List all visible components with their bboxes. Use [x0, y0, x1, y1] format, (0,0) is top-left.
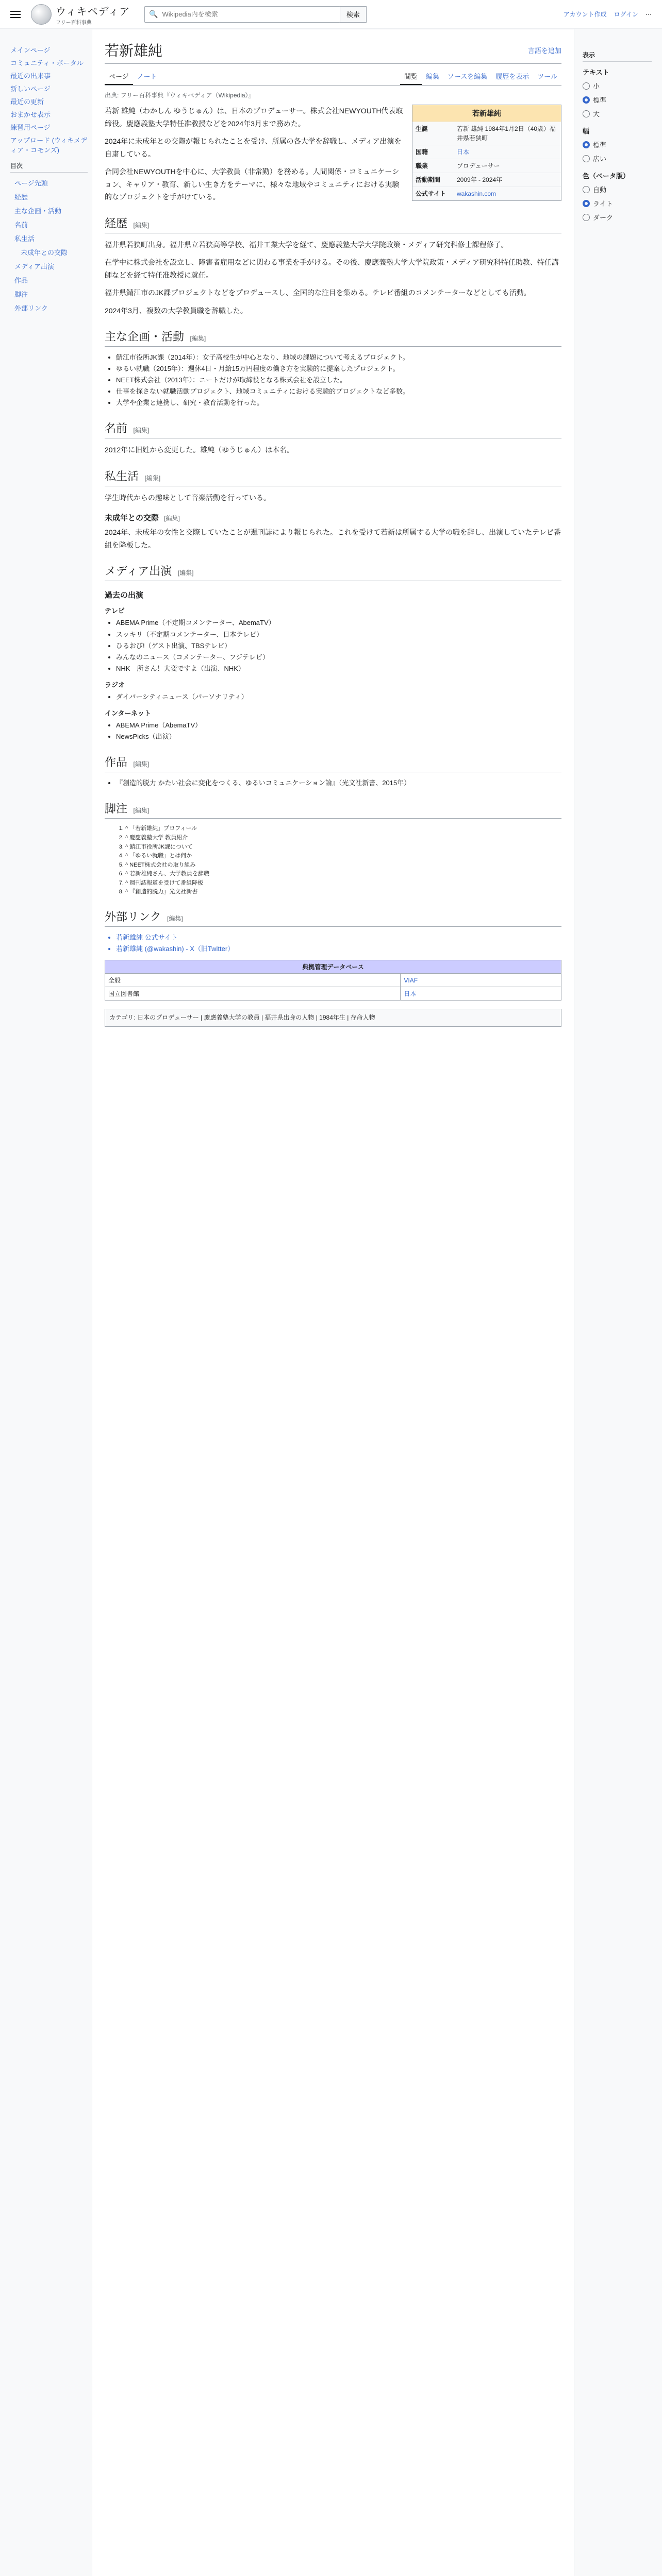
nav-current-events[interactable]: 最近の出来事: [10, 72, 51, 80]
section-heading-external: [105, 908, 561, 927]
edit-section-link[interactable]: [編集]: [177, 569, 194, 577]
works-list: [105, 777, 561, 789]
heading-text: 外部リンク: [105, 910, 161, 924]
logo-title: ウィキペディア: [56, 6, 130, 18]
reference-item[interactable]: 7. ^ 週刊誌報道を受けて番組降板: [125, 879, 561, 888]
text-size-label: テキスト: [583, 69, 609, 76]
heading-text: 名前: [105, 422, 128, 435]
media-group-label: ラジオ: [105, 681, 125, 689]
tab-talk[interactable]: ノート: [137, 73, 157, 80]
option-label: 小: [593, 82, 600, 90]
toc-item-notes[interactable]: 脚注: [14, 291, 28, 298]
radio-icon: [583, 110, 590, 117]
authority-control-table: [105, 960, 561, 1001]
tab-edit[interactable]: 編集: [425, 73, 439, 80]
article-content: [92, 29, 574, 2576]
external-link[interactable]: • 若新雄純 公式サイト: [116, 932, 561, 943]
edit-section-link[interactable]: [編集]: [144, 474, 161, 482]
search-button[interactable]: 検索: [340, 6, 367, 23]
text-size-option[interactable]: [583, 93, 652, 107]
section-heading-name: [105, 420, 561, 438]
toc-item-relationship[interactable]: 未成年との交際: [21, 249, 68, 257]
nav-random[interactable]: おまかせ表示: [10, 111, 51, 118]
nav-new-pages[interactable]: 新しいページ: [10, 85, 51, 93]
infobox-row: [412, 187, 561, 200]
infobox-label: 国籍: [416, 148, 428, 156]
option-label: 標準: [593, 141, 607, 149]
paragraph: 2024年3月、複数の大学教員職を辞職した。: [105, 306, 247, 315]
list-item: • ABEMA Prime（AbemaTV）: [116, 720, 561, 731]
media-list-radio: [105, 691, 561, 703]
section-heading-works: [105, 754, 561, 772]
paragraph: 福井県若狭町出身。福井県立若狭高等学校、福井工業大学を経て、慶應義塾大学大学院政策・メディア研究科修士課程修了。: [105, 240, 508, 249]
create-account-link[interactable]: アカウント作成: [563, 11, 607, 18]
list-item: • 仕事を探さない就職活動プロジェクト、地域コミュニティにおける実験的プロジェクトなど多数。: [116, 386, 561, 397]
lead-paragraph: 2024年に未成年との交際が報じられたことを受け、所属の各大学を辞職し、メディア出演を自粛している。: [105, 137, 402, 158]
references-list: [105, 824, 561, 897]
table-row: [105, 974, 561, 987]
heading-text: メディア出演: [105, 565, 172, 578]
table-cell[interactable]: 日本: [401, 987, 561, 1001]
projects-list: [105, 352, 561, 409]
color-option[interactable]: [583, 196, 652, 210]
color-label: 色（ベータ版）: [583, 172, 630, 180]
site-header: [0, 0, 662, 29]
toc-item-media[interactable]: メディア出演: [14, 263, 54, 270]
reference-item[interactable]: 8. ^ 『創造的脱力』光文社新書: [125, 888, 561, 897]
section-heading-projects: [105, 328, 561, 347]
media-list-tv: [105, 617, 561, 674]
heading-text: 私生活: [105, 469, 139, 483]
nav-community-portal[interactable]: コミュニティ・ポータル: [10, 59, 84, 67]
radio-selected-icon: [583, 96, 590, 104]
toc-item-external[interactable]: 外部リンク: [14, 304, 48, 312]
toc-item-top[interactable]: ページ先頭: [14, 179, 48, 187]
infobox-value[interactable]: 日本: [457, 148, 470, 156]
list-item: • ゆるい就職（2015年）：週休4日・月給15万円程度の働き方を実験的に提案したプロジェクト。: [116, 363, 561, 375]
paragraph: 福井県鯖江市のJK課プロジェクトなどをプロデュースし、全国的な注目を集める。テレビ番組のコメンテーターなどとしても活動。: [105, 289, 531, 297]
heading-text: 作品: [105, 756, 128, 769]
lead-paragraph: 若新 雄純（わかしん ゆうじゅん）は、日本のプロデューサー。株式会社NEWYOUTH代表取締役。慶應義塾大学特任准教授などを2024年3月まで務めた。: [105, 107, 403, 128]
infobox-label: 生誕: [416, 125, 428, 132]
infobox-row: [412, 173, 561, 187]
option-label: 標準: [593, 96, 607, 104]
login-link[interactable]: ログイン: [614, 11, 638, 18]
radio-icon: [583, 186, 590, 193]
paragraph: 2024年、未成年の女性と交際していたことが週刊誌により報じられた。これを受けて若新は所属する大学の職を辞し、出演していたテレビ番組を降板した。: [105, 528, 561, 549]
width-option[interactable]: [583, 151, 652, 165]
edit-section-link[interactable]: [編集]: [133, 807, 150, 815]
infobox: [412, 105, 561, 201]
heading-text: 経歴: [105, 216, 128, 230]
list-item: • NHK 所さん！大変ですよ（出演、NHK）: [116, 663, 561, 674]
section-heading-media: [105, 563, 561, 581]
subsection-heading-past: 過去の出演: [105, 591, 144, 600]
paragraph: 2012年に旧姓から変更した。雄純（ゆうじゅん）は本名。: [105, 446, 294, 454]
infobox-title: 若新雄純: [412, 105, 561, 122]
color-option[interactable]: [583, 210, 652, 224]
left-sidebar: [10, 29, 88, 2576]
media-group-label: テレビ: [105, 607, 125, 615]
reference-item[interactable]: 6. ^ 若新雄純さん、大学教員を辞職: [125, 870, 561, 879]
section-heading-private: [105, 468, 561, 486]
toc-title: 目次: [10, 161, 88, 173]
infobox-value: 2009年 - 2024年: [457, 176, 503, 183]
category-links[interactable]: カテゴリ: 日本のプロデューサー | 慶應義塾大学の教員 | 福井県出身の人物 | 1984年生 | 存命人物: [105, 1009, 561, 1026]
paragraph: 在学中に株式会社を設立し、障害者雇用などに関わる事業を手がける。その後、慶應義塾大学大学院政策・メディア研究科特任助教、特任講師などを経て特任准教授に就任。: [105, 258, 559, 279]
site-logo[interactable]: [31, 3, 144, 26]
list-item: • 『創造的脱力 かたい社会に変化をつくる、ゆるいコミュニケーション論』（光文社新書、2015年）: [116, 777, 561, 789]
text-size-option[interactable]: [583, 107, 652, 121]
list-item: • NewsPicks（出演）: [116, 731, 561, 742]
article-title-row: [105, 40, 561, 64]
color-option[interactable]: [583, 182, 652, 196]
option-label: 自動: [593, 186, 607, 194]
heading-text: 未成年との交際: [105, 514, 159, 523]
reference-item[interactable]: 4. ^ 「ゆるい就職」とは何か: [125, 852, 561, 861]
infobox-row: [412, 145, 561, 159]
edit-section-link[interactable]: [編集]: [164, 515, 180, 522]
page-tabs: [105, 68, 561, 86]
option-label: 広い: [593, 155, 607, 163]
more-options-icon[interactable]: ⋯: [646, 10, 652, 18]
external-link[interactable]: • 若新雄純 (@wakashin) - X（旧Twitter）: [116, 943, 561, 955]
heading-text: 脚注: [105, 802, 128, 816]
table-of-contents: [10, 161, 88, 315]
list-item: • ダイバーシティニュース（パーソナリティ）: [116, 691, 561, 703]
tab-history[interactable]: 履歴を表示: [495, 73, 529, 80]
reference-item[interactable]: 1. ^ 「若新雄純」プロフィール: [125, 824, 561, 834]
list-item: • ABEMA Prime（不定期コメンテーター、AbemaTV）: [116, 617, 561, 629]
table-cell: 国立図書館: [105, 987, 401, 1001]
infobox-value: 若新 雄純 1984年1月2日（40歳）福井県若狭町: [457, 125, 556, 142]
edit-section-link[interactable]: [編集]: [133, 221, 150, 229]
nav-upload[interactable]: アップロード (ウィキメディア・コモンズ): [10, 137, 87, 154]
radio-icon: [583, 214, 590, 221]
toc-item-private[interactable]: 私生活: [14, 235, 35, 243]
external-links-list: [105, 932, 561, 955]
option-label: ダーク: [593, 214, 614, 222]
text-size-option[interactable]: [583, 79, 652, 93]
reference-item[interactable]: 5. ^ NEET株式会社の取り組み: [125, 861, 561, 870]
list-item: • ひるおび!（ゲスト出演、TBSテレビ）: [116, 640, 561, 652]
section-heading-notes: [105, 800, 561, 819]
width-label: 幅: [583, 127, 590, 135]
tab-page[interactable]: ページ: [105, 68, 133, 85]
toc-item-projects[interactable]: 主な企画・活動: [14, 207, 62, 215]
search-box: [144, 6, 340, 23]
add-languages-button[interactable]: 言語を追加: [527, 46, 561, 55]
authority-table-header: 典拠管理データベース: [105, 960, 561, 974]
nav-menu: [10, 43, 88, 156]
appearance-title: 表示: [583, 50, 652, 62]
logo-subtitle: フリー百科事典: [56, 20, 92, 26]
lead-paragraph: 合同会社NEWYOUTHを中心に、大学教員（非常勤）を務める。人間関係・コミュニケーション、キャリア・教育、新しい生き方をテーマに、様々な地域やコミュニティにおける実験的なプロジェクトを手がけている。: [105, 167, 400, 201]
tab-edit-source[interactable]: ソースを編集: [447, 73, 488, 80]
main-menu-icon[interactable]: [10, 7, 25, 22]
edit-section-link[interactable]: [編集]: [190, 335, 206, 342]
radio-icon: [583, 155, 590, 162]
article-source-note: 出典: フリー百科事典『ウィキペディア（Wikipedia）』: [105, 92, 255, 99]
search-input[interactable]: [161, 10, 336, 19]
edit-section-link[interactable]: [編集]: [133, 427, 150, 434]
table-row: [105, 987, 561, 1001]
list-item: • スッキリ（不定期コメンテーター、日本テレビ）: [116, 629, 561, 640]
nav-sandbox[interactable]: 練習用ページ: [10, 124, 51, 131]
radio-selected-icon: [583, 141, 590, 148]
infobox-row: [412, 122, 561, 145]
reference-item[interactable]: 3. ^ 鯖江市役所JK課について: [125, 843, 561, 852]
table-cell: 全般: [105, 974, 401, 987]
infobox-label: 活動期間: [416, 176, 441, 183]
heading-text: 主な企画・活動: [105, 330, 185, 343]
subsection-heading-relationship: [105, 512, 561, 523]
width-option[interactable]: [583, 138, 652, 151]
list-item: • 大学や企業と連携し、研究・教育活動を行った。: [116, 397, 561, 409]
toc-item-works[interactable]: 作品: [14, 277, 28, 284]
appearance-panel: [574, 29, 652, 2576]
option-label: 大: [593, 110, 600, 118]
option-label: ライト: [593, 200, 613, 208]
table-cell[interactable]: VIAF: [401, 974, 561, 987]
infobox-row: [412, 159, 561, 173]
toc-item-name[interactable]: 名前: [14, 221, 28, 229]
nav-main-page[interactable]: メインページ: [10, 46, 51, 54]
radio-icon: [583, 82, 590, 90]
infobox-label: 公式サイト: [416, 190, 446, 197]
radio-selected-icon: [583, 200, 590, 207]
reference-item[interactable]: 2. ^ 慶應義塾大学 教員紹介: [125, 834, 561, 843]
tab-read[interactable]: 閲覧: [400, 68, 422, 85]
page-title: 若新雄純: [105, 43, 163, 59]
edit-section-link[interactable]: [編集]: [133, 760, 150, 768]
infobox-value[interactable]: wakashin.com: [457, 190, 496, 197]
paragraph: 学生時代からの趣味として音楽活動を行っている。: [105, 493, 271, 502]
section-heading-career: [105, 215, 561, 233]
tab-tools[interactable]: ツール: [537, 73, 557, 80]
search-icon: 🔍: [149, 10, 158, 18]
wikipedia-globe-icon: [31, 4, 52, 25]
list-item: • みんなのニュース（コメンテーター、フジテレビ）: [116, 652, 561, 663]
media-group-label: インターネット: [105, 709, 151, 718]
toc-item-career[interactable]: 経歴: [14, 193, 28, 201]
edit-section-link[interactable]: [編集]: [167, 915, 183, 923]
infobox-label: 職業: [416, 162, 428, 170]
list-item: • NEET株式会社（2013年）：ニートだけが取締役となる株式会社を設立した。: [116, 375, 561, 386]
nav-recent-changes[interactable]: 最近の更新: [10, 98, 44, 106]
infobox-value: プロデューサー: [457, 162, 500, 170]
list-item: • 鯖江市役所JK課（2014年）：女子高校生が中心となり、地域の課題について考えるプロジェクト。: [116, 352, 561, 363]
media-list-internet: [105, 720, 561, 742]
